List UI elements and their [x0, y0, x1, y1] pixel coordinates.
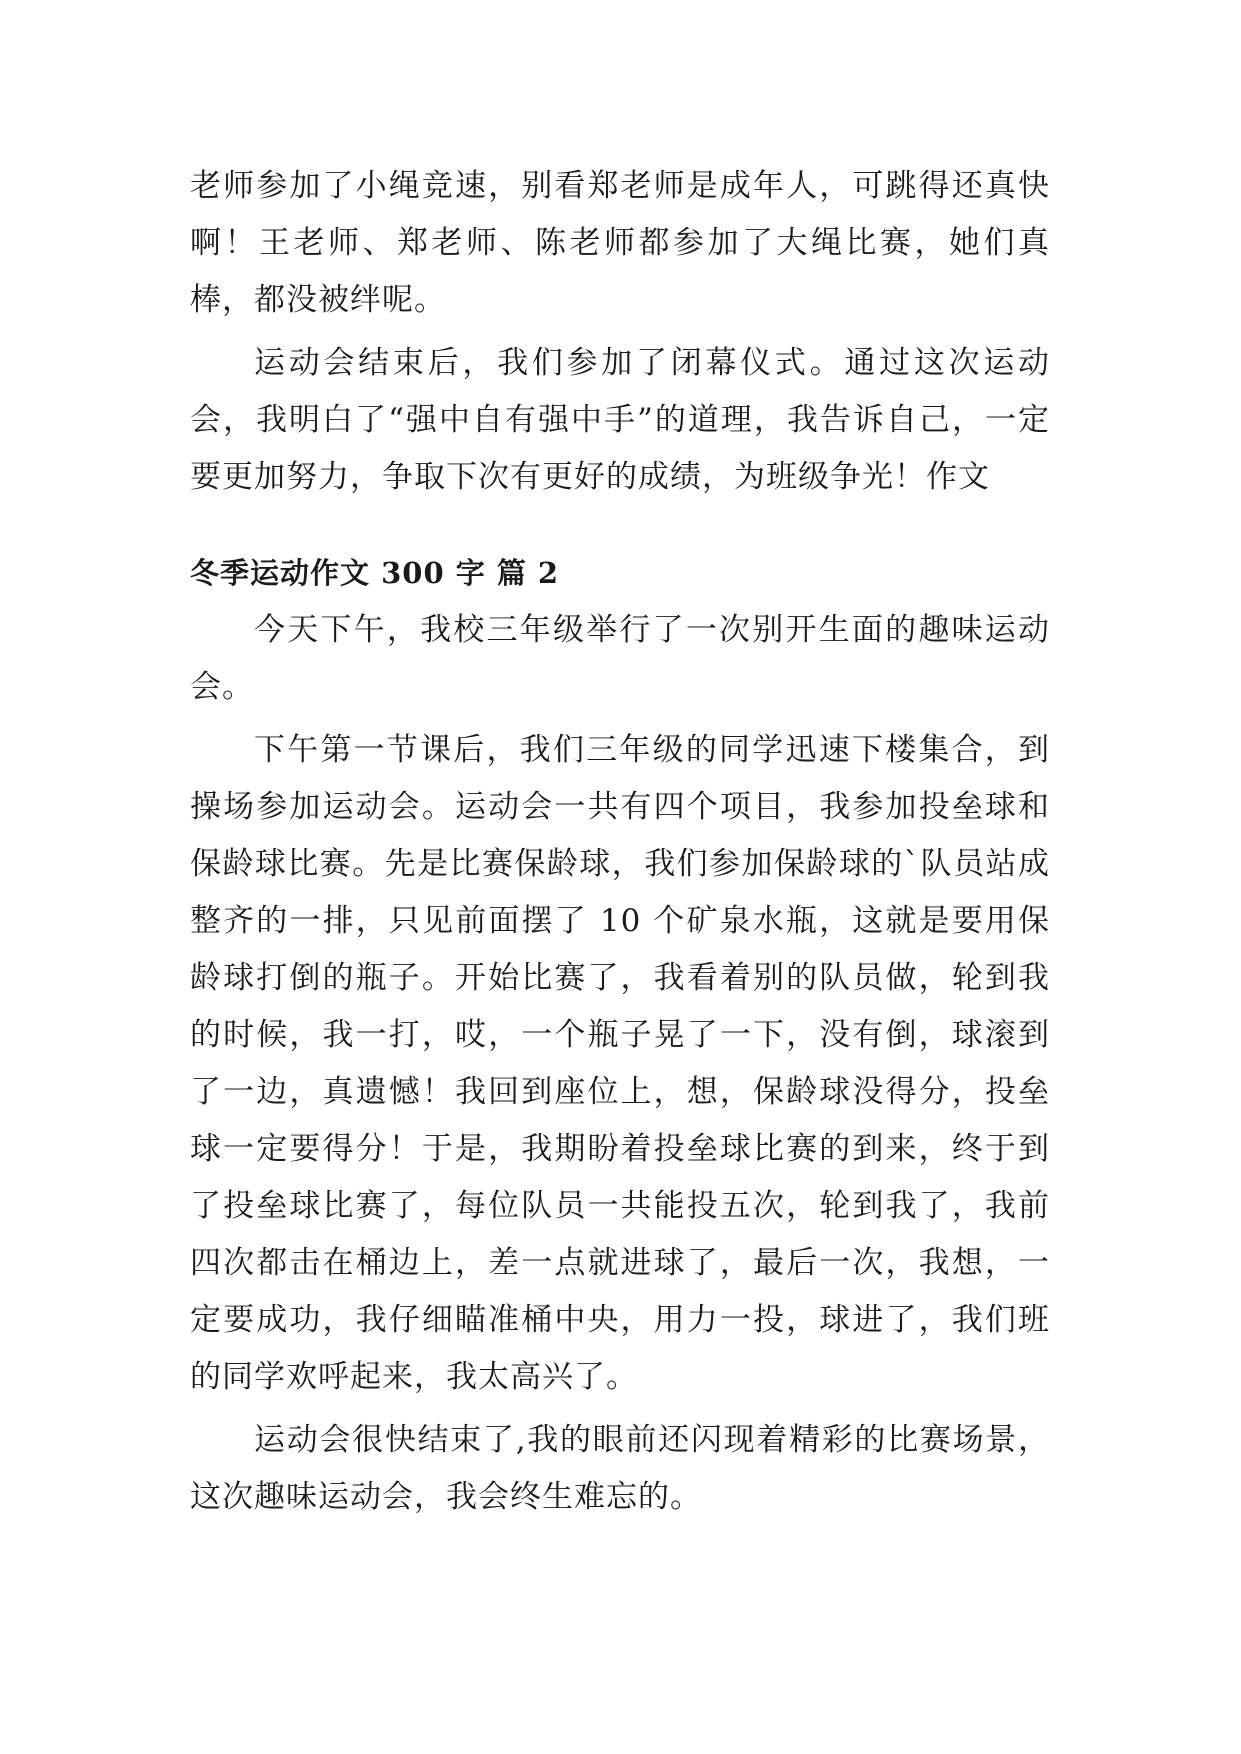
paragraph-continuation: 老师参加了小绳竞速，别看郑老师是成年人，可跳得还真快啊！王老师、郑老师、陈老师都参加了大绳比赛，她们真棒，都没被绊呢。 [190, 168, 1050, 318]
paragraph-ending: 运动会很快结束了,我的眼前还闪现着精彩的比赛场景，这次趣味运动会，我会终生难忘的。 [190, 1422, 1050, 1515]
paragraph-intro: 今天下午，我校三年级举行了一次别开生面的趣味运动会。 [190, 612, 1050, 705]
paragraph-competition: 下午第一节课后，我们三年级的同学迅速下楼集合，到操场参加运动会。运动会一共有四个项目，我参加投垒球和保龄球比赛。先是比赛保龄球，我们参加保龄球的`队员站成整齐的一排，只见前面摆了 10 个矿泉水瓶，这就是要用保龄球打倒的瓶子。开始比赛了，我看着别的队员做，轮到我的时候，我一打，哎，一个瓶子晃了一下，没有倒，球滚到了一边，真遗憾！我回到座位上，想，保龄球没得分，投垒球一定要得分！于是，我期盼着投垒球比赛的到来，终于到了投垒球比赛了，每位队员一共能投五次，轮到我了，我前四次都击在桶边上，差一点就进球了，最后一次，我想，一定要成功，我仔细瞄准桶中央，用力一投，球进了，我们班的同学欢呼起来，我太高兴了。 [190, 732, 1050, 1395]
section-title: 冬季运动作文 300 字 篇 2 [190, 556, 560, 590]
paragraph-closing-ceremony: 运动会结束后，我们参加了闭幕仪式。通过这次运动会，我明白了“强中自有强中手”的道理，我告诉自己，一定要更加努力，争取下次有更好的成绩，为班级争光！作文 [190, 345, 1050, 495]
text-column [190, 158, 1050, 1526]
